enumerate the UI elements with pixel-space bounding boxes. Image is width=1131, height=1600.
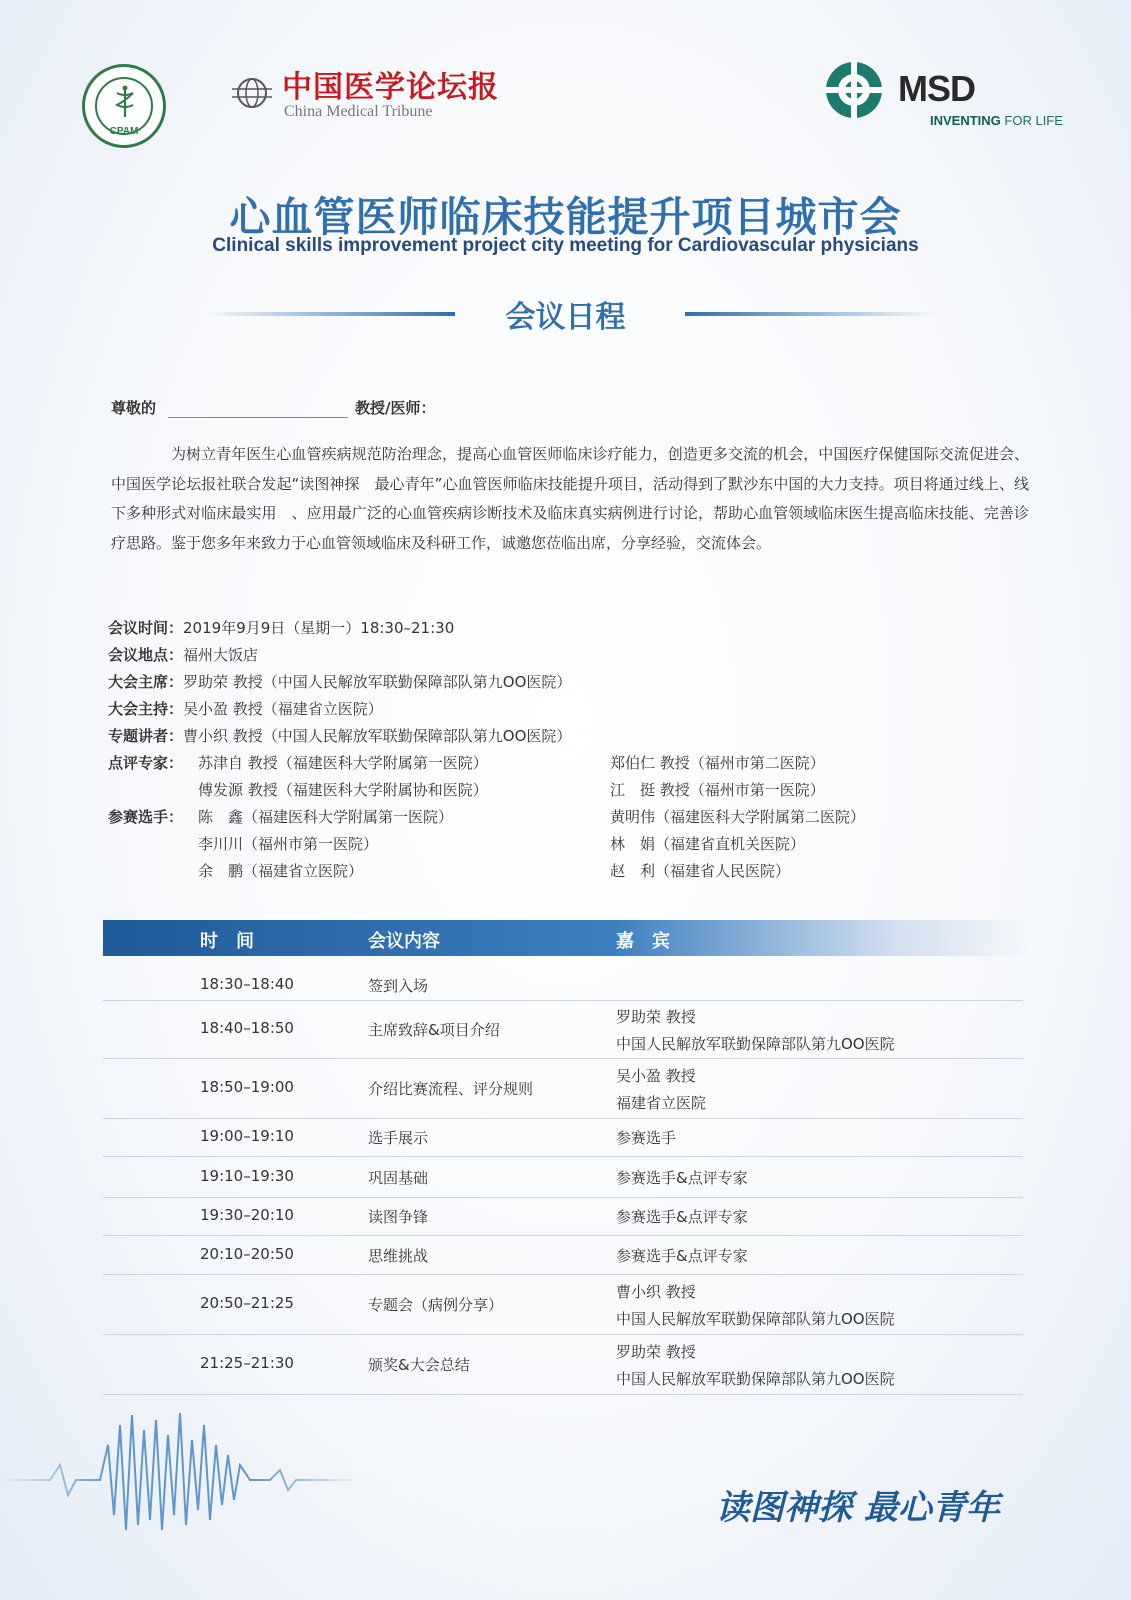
table-row (103, 1156, 1023, 1198)
ecg-wave-icon (0, 1405, 360, 1535)
info-speaker: 专题讲者：曹小织 教授（中国人民解放军联勤保障部队第九OO医院） (108, 727, 572, 745)
time-cell: 19:00–19:10 (200, 1127, 294, 1145)
info-player-label: 参赛选手： (108, 808, 184, 826)
reviewer: 江 挺 教授（福州市第一医院） (610, 781, 825, 799)
guest-org-cell: 中国人民解放军联勤保障部队第九OO医院 (616, 1370, 895, 1388)
guest-name-cell: 吴小盈 教授 (616, 1067, 696, 1085)
guest-org-cell: 中国人民解放军联勤保障部队第九OO医院 (616, 1310, 895, 1328)
guest-name-cell: 罗助荣 教授 (616, 1008, 696, 1026)
msd-logo-icon (824, 60, 884, 120)
cmt-logo-en: China Medical Tribune (284, 103, 433, 120)
table-row (103, 1197, 1023, 1236)
reviewer: 苏津自 教授（福建医科大学附属第一医院） (198, 754, 488, 772)
table-row (103, 1235, 1023, 1275)
table-row (103, 1274, 1023, 1335)
player: 陈 鑫（福建医科大学附属第一医院） (198, 808, 454, 826)
time-cell: 19:30–20:10 (200, 1206, 294, 1224)
time-cell: 19:10–19:30 (200, 1167, 294, 1185)
guest-name-cell: 参赛选手&点评专家 (616, 1208, 748, 1226)
time-cell: 18:50–19:00 (200, 1078, 294, 1096)
player: 李川川（福州市第一医院） (198, 835, 379, 853)
cpam-logo (82, 64, 166, 148)
cpam-text: CPAM (109, 126, 139, 137)
greeting-suffix: 教授/医师： (355, 399, 436, 417)
table-row (103, 1058, 1023, 1119)
info-host: 大会主持：吴小盈 教授（福建省立医院） (108, 700, 383, 718)
reviewer: 傅发源 教授（福建医科大学附属协和医院） (198, 781, 488, 799)
title-cn: 心血管医师临床技能提升项目城市会 (229, 193, 902, 241)
header-guest: 嘉 宾 (616, 931, 670, 952)
schedule-table-header (103, 920, 1033, 956)
guest-name-cell: 罗助荣 教授 (616, 1343, 696, 1361)
guest-org-cell: 中国人民解放军联勤保障部队第九OO医院 (616, 1035, 895, 1053)
msd-tagline: INVENTING FOR LIFE (930, 113, 1063, 128)
player: 林 娟（福建省直机关医院） (610, 835, 806, 853)
table-row (103, 1118, 1023, 1157)
info-chair: 大会主席：罗助荣 教授（中国人民解放军联勤保障部队第九OO医院） (108, 673, 572, 691)
header-time: 时 间 (200, 931, 254, 952)
content-cell: 签到入场 (368, 977, 429, 995)
guest-name-cell: 参赛选手 (616, 1129, 677, 1147)
content-cell: 颁奖&大会总结 (368, 1356, 470, 1374)
time-cell: 20:50–21:25 (200, 1294, 294, 1312)
table-row (103, 1000, 1023, 1059)
content-cell: 主席致辞&项目介绍 (368, 1021, 500, 1039)
table-row (103, 969, 1023, 1001)
time-cell: 21:25–21:30 (200, 1354, 294, 1372)
player: 赵 利（福建省人民医院） (610, 862, 791, 880)
slogan: 读图神探 最心青年 (716, 1488, 1000, 1528)
content-cell: 介绍比赛流程、评分规则 (368, 1080, 534, 1098)
msd-name: MSD (898, 68, 975, 109)
guest-org-cell: 福建省立医院 (616, 1094, 707, 1112)
content-cell: 选手展示 (368, 1129, 429, 1147)
schedule-title: 会议日程 (505, 300, 626, 335)
invitation-body: 为树立青年医生心血管疾病规范防治理念，提高心血管医师临床诊疗能力，创造更多交流的机会，中国医疗保健国际交流促进会、中国医学论坛报社联合发起“读图神探 最心青年”心血管医师临床技能提升项目，活动得到了默沙东中国的大力支持。项目将通过线上、线下多种形式对临床最实用 、应用最广泛的心血管疾病诊断技术及临床真实病例进行讨论，帮助心血管领域临床医生提高临床技能、完善诊疗思路。鉴于您多年来致力于心血管领域临床及科研工作，诚邀您莅临出席，分享经验，交流体会。 (111, 445, 1029, 552)
guest-name-cell: 参赛选手&点评专家 (616, 1247, 748, 1265)
table-row (103, 1334, 1023, 1395)
title-en: Clinical skills improvement project city meeting for Cardiovascular physicians (212, 235, 919, 256)
content-cell: 巩固基础 (368, 1169, 429, 1187)
content-cell: 专题会（病例分享） (368, 1296, 504, 1314)
time-cell: 20:10–20:50 (200, 1245, 294, 1263)
player: 黄明伟（福建医科大学附属第二医院） (610, 808, 866, 826)
reviewer: 郑伯仁 教授（福州市第二医院） (610, 754, 825, 772)
info-time: 会议时间：2019年9月9日（星期一）18:30–21:30 (108, 619, 455, 637)
greeting: 尊敬的 (111, 399, 157, 417)
time-cell: 18:40–18:50 (200, 1019, 294, 1037)
guest-name-cell: 曹小织 教授 (616, 1283, 696, 1301)
guest-name-cell: 参赛选手&点评专家 (616, 1169, 748, 1187)
caduceus-icon (111, 85, 139, 119)
info-place: 会议地点：福州大饭店 (108, 646, 259, 664)
time-cell: 18:30–18:40 (200, 975, 294, 993)
info-review-label: 点评专家： (108, 754, 184, 772)
content-cell: 思维挑战 (368, 1247, 429, 1265)
globe-icon (230, 76, 274, 110)
content-cell: 读图争锋 (368, 1208, 429, 1226)
player: 余 鹏（福建省立医院） (198, 862, 364, 880)
cmt-logo-cn: 中国医学论坛报 (282, 70, 499, 105)
header-content: 会议内容 (368, 931, 440, 952)
name-blank-line (168, 417, 348, 418)
